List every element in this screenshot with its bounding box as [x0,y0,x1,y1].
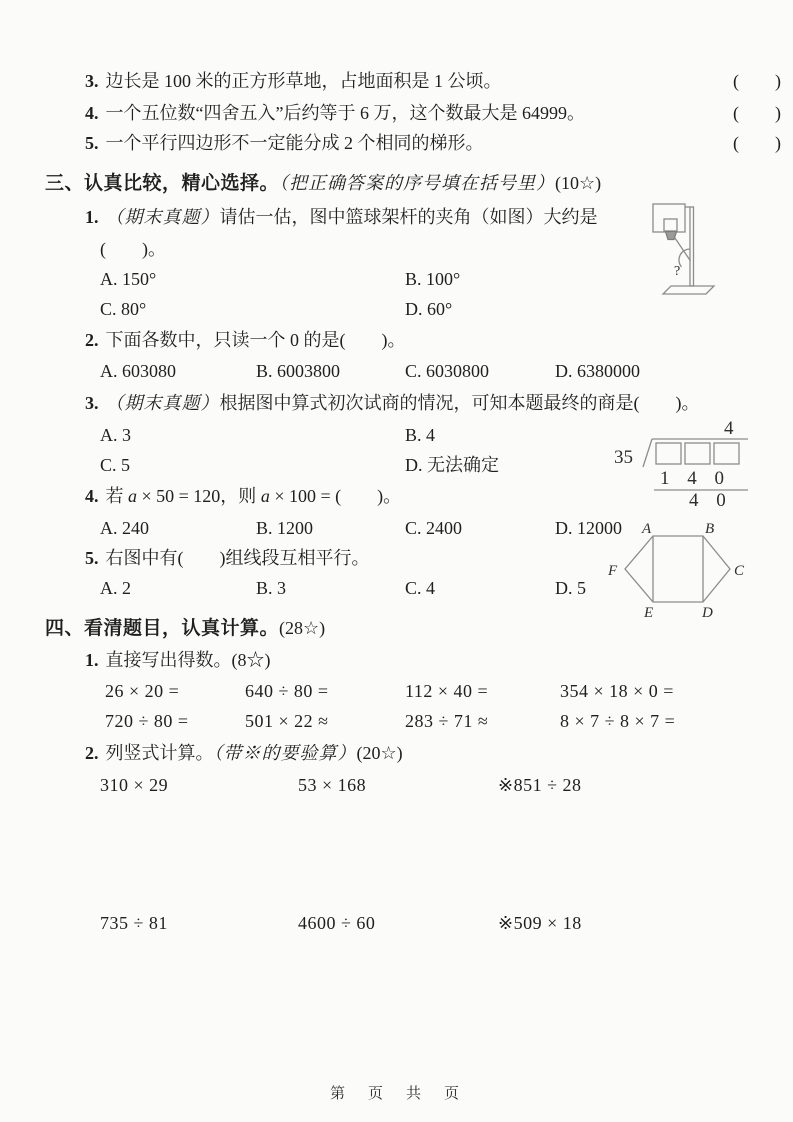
dividend-box-1 [656,443,681,464]
backboard-inner [664,219,677,231]
question-text: × 100 = ( )。 [269,486,402,506]
option-c: C. 4 [405,578,436,598]
option-c: C. 2400 [405,518,463,538]
question-2 [85,329,406,352]
option-c: C. 6030800 [405,361,490,381]
item-number: 4. [85,103,99,123]
expression: 4600 ÷ 60 [298,913,376,933]
question-number: 1. [85,207,99,227]
answer-blank: ( ) [733,71,781,91]
pole [690,207,694,286]
expression: 26 × 20 = [105,681,180,701]
part-score: (20☆) [356,743,403,763]
question-1 [85,206,598,229]
division-subtrahend: 1 4 0 [660,468,724,489]
option-b: B. 6003800 [256,361,341,381]
dividend-box-3 [714,443,739,464]
division-remainder: 4 0 [689,490,726,511]
question-number: 3. [85,393,99,413]
option-a: A. 150° [100,269,157,289]
division-quotient: 4 [724,418,734,439]
option-a: A. 603080 [100,361,176,381]
hexagon-figure [606,520,746,620]
item-number: 5. [85,133,99,153]
section-title: 四、看清题目，认真计算。 [45,618,280,639]
item-text: 边长是 100 米的正方形草地，占地面积是 1 公顷。 [105,71,502,91]
base [663,286,714,294]
section-score: (10☆) [555,173,602,193]
option-b: B. 100° [405,269,461,289]
option-d: D. 12000 [555,518,622,538]
expression: 310 × 29 [100,775,169,795]
option-b: B. 4 [405,425,436,445]
section-score: (28☆) [279,618,326,638]
option-d: D. 5 [555,578,586,598]
option-d: D. 无法确定 [405,455,499,475]
question-text: 右图中有( )组线段互相平行。 [105,548,370,568]
item-number: 3. [85,71,99,91]
item-text: 一个平行四边形不一定能分成 2 个相同的梯形。 [105,133,484,153]
section-title: 三、认真比较，精心选择。 [45,173,280,194]
calc-part2-heading [85,742,403,765]
hexagon-svg [606,520,746,620]
option-a: A. 240 [100,518,149,538]
option-c: C. 5 [100,455,131,475]
page-footer: 第 页 共 页 [329,1086,463,1102]
vertex-label-d: D [702,605,713,621]
expression: 283 ÷ 71 ≈ [405,711,489,731]
expression: 640 ÷ 80 = [245,681,329,701]
question-5 [85,547,370,570]
vertex-label-a: A [642,521,652,537]
division-bracket-slant [643,439,652,467]
option-d: D. 60° [405,299,453,319]
vertex-label-b: B [705,521,715,537]
basketball-hoop-svg [645,198,745,300]
question-4 [85,485,401,508]
expression: 53 × 168 [298,775,367,795]
question-tag: （期末真题） [105,207,220,227]
question-3 [85,392,700,415]
question-1-blank [100,238,166,261]
judge-item-4 [85,102,793,125]
judge-item-5 [85,132,793,155]
part-number: 1. [85,650,99,670]
expression: 720 ÷ 80 = [105,711,189,731]
calc-part1-heading [85,649,271,672]
long-division-figure [608,418,788,511]
basketball-hoop-figure [645,198,745,300]
division-divisor: 35 [614,447,633,468]
part-title: 直接写出得数。 [105,650,232,670]
option-c: C. 80° [100,299,147,319]
question-text: 根据图中算式初次试商的情况，可知本题最终的商是( )。 [219,393,700,413]
long-division-svg [608,418,788,511]
option-a: A. 2 [100,578,131,598]
option-b: B. 1200 [256,518,314,538]
angle-question-mark: ? [674,264,681,279]
vertex-label-e: E [644,605,654,621]
question-text: 下面各数中，只读一个 0 的是( )。 [105,330,406,350]
expression: 112 × 40 = [405,681,489,701]
variable-a: a [260,486,270,506]
question-number: 5. [85,548,99,568]
dividend-box-2 [685,443,710,464]
backboard [653,204,685,232]
vertex-label-c: C [734,563,745,579]
judge-item-3 [85,70,793,93]
part-score: (8☆) [231,650,271,670]
part-number: 2. [85,743,99,763]
section-note: （把正确答案的序号填在括号里） [279,173,556,193]
question-number: 4. [85,486,99,506]
part-note: （带※的要验算） [213,743,357,763]
question-text: 请估一估，图中篮球架杆的夹角（如图）大约是 [219,207,598,227]
expression: 8 × 7 ÷ 8 × 7 = [560,711,676,731]
option-a: A. 3 [100,425,131,445]
part-title: 列竖式计算。 [105,743,214,763]
question-tag: （期末真题） [105,393,220,413]
expression: ※509 × 18 [498,913,582,933]
answer-blank: ( ) [733,133,781,153]
section4-heading [45,617,325,640]
question-number: 2. [85,330,99,350]
option-d: D. 6380000 [555,361,640,381]
expression: 735 ÷ 81 [100,913,168,933]
variable-a: a [128,486,137,506]
section3-heading [45,172,601,195]
vertex-label-f: F [608,563,618,579]
question-text: × 50 = 120，则 [137,486,261,506]
expression: ※851 ÷ 28 [498,775,582,795]
hexagon-outline [625,536,730,602]
expression: 501 × 22 ≈ [245,711,329,731]
item-text: 一个五位数“四舍五入”后约等于 6 万，这个数最大是 64999。 [105,103,585,123]
expression: 354 × 18 × 0 = [560,681,674,701]
option-b: B. 3 [256,578,287,598]
answer-blank: ( ) [733,103,781,123]
answer-blank: ( )。 [100,239,166,259]
question-text: 若 [105,486,128,506]
